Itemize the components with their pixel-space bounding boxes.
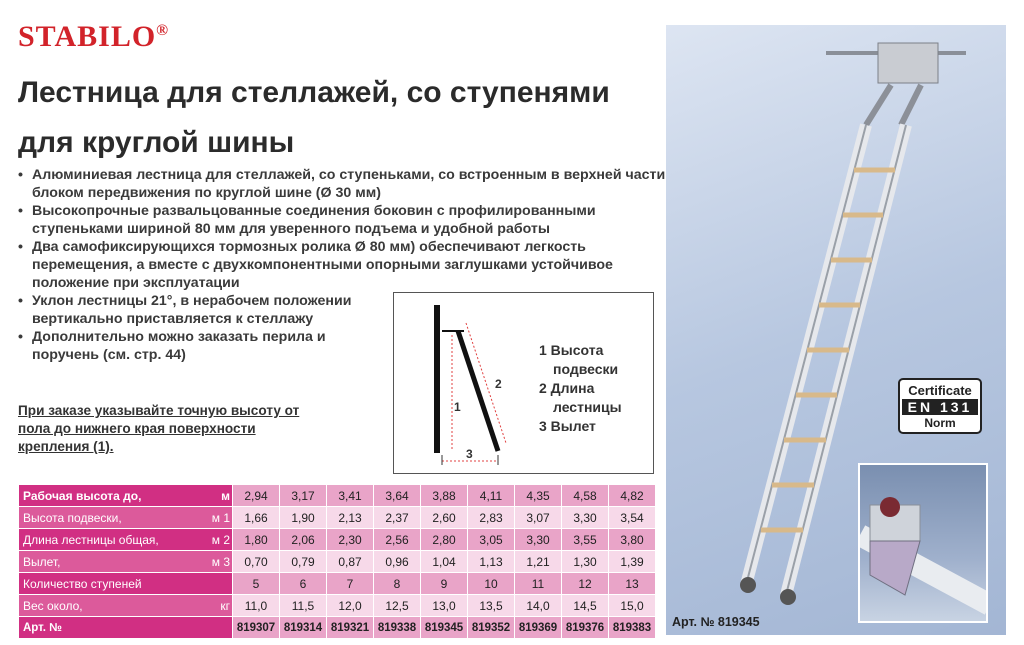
diagram-label-3: 3 (466, 447, 473, 461)
table-cell: 2,94 (233, 485, 280, 507)
table-cell: 819321 (327, 617, 374, 639)
table-cell: 11 (515, 573, 562, 595)
row-unit: м (221, 488, 230, 503)
certificate-standard: EN 131 (902, 399, 978, 415)
title-line-1: Лестница для стеллажей, со ступенями (18, 76, 610, 109)
feature-item: • Алюминиевая лестница для стеллажей, со ступеньками, со встроенным в верхней части блоком передвижения по круглой шине (Ø 30 мм) (18, 166, 668, 202)
table-cell: 819352 (468, 617, 515, 639)
wall-bar (434, 305, 440, 453)
feature-item: • Высокопрочные развальцованные соединения боковин с профилированными ступеньками шириной 80 мм для уверенного подъема и удобной работы (18, 202, 668, 238)
photo-caption: Арт. № 819345 (672, 615, 760, 629)
row-label: Длина лестницы общая, м 2 (19, 529, 233, 551)
table-cell: 819345 (421, 617, 468, 639)
brand-logo: STABILO® (18, 20, 170, 53)
certificate-title: Certificate (908, 383, 972, 398)
table-cell: 3,80 (609, 529, 656, 551)
table-cell: 3,64 (374, 485, 421, 507)
table-cell: 11,0 (233, 595, 280, 617)
table-cell: 15,0 (609, 595, 656, 617)
table-cell: 3,88 (421, 485, 468, 507)
row-label: Арт. № (19, 617, 233, 639)
table-cell: 2,30 (327, 529, 374, 551)
table-cell: 4,35 (515, 485, 562, 507)
table-cell: 2,13 (327, 507, 374, 529)
table-row (19, 617, 656, 639)
row-unit: м 3 (211, 554, 230, 569)
table-cell: 0,79 (280, 551, 327, 573)
table-cell: 819383 (609, 617, 656, 639)
ladder-line (458, 331, 498, 451)
table-cell: 12,5 (374, 595, 421, 617)
table-cell: 0,87 (327, 551, 374, 573)
table-cell: 1,04 (421, 551, 468, 573)
table-cell: 13,0 (421, 595, 468, 617)
table-cell: 1,66 (233, 507, 280, 529)
title-line-2: для круглой шины (18, 126, 295, 159)
table-cell: 11,5 (280, 595, 327, 617)
table-cell: 4,58 (562, 485, 609, 507)
table-cell: 1,21 (515, 551, 562, 573)
row-label: Высота подвески, м 1 (19, 507, 233, 529)
row-unit: м 1 (211, 510, 230, 525)
feature-item: • Уклон лестницы 21°, в нерабочем положении вертикально приставляется к стеллажу (18, 292, 378, 328)
table-cell: 14,5 (562, 595, 609, 617)
feature-item: • Дополнительно можно заказать перила и поручень (см. стр. 44) (18, 328, 378, 364)
table-cell: 2,80 (421, 529, 468, 551)
table-cell: 1,80 (233, 529, 280, 551)
table-cell: 14,0 (515, 595, 562, 617)
table-cell: 819369 (515, 617, 562, 639)
legend-item: 1 Высота подвески (539, 342, 619, 377)
table-cell: 10 (468, 573, 515, 595)
diagram-label-1: 1 (454, 400, 461, 414)
table-cell: 0,96 (374, 551, 421, 573)
page-title (18, 68, 668, 168)
table-cell: 0,70 (233, 551, 280, 573)
row-unit: м 2 (211, 532, 230, 547)
table-cell: 3,17 (280, 485, 327, 507)
table-cell: 819338 (374, 617, 421, 639)
row-unit: кг (220, 598, 230, 613)
table-cell: 3,55 (562, 529, 609, 551)
table-row (19, 507, 656, 529)
feature-item: • Два самофиксирующихся тормозных ролика Ø 80 мм) обеспечивают легкость перемещения, а вместе с двухкомпонентными опорными заглушками устойчивое положение при эксплуатации (18, 238, 668, 292)
table-cell: 2,60 (421, 507, 468, 529)
diagram-label-2: 2 (495, 377, 502, 391)
row-label: Рабочая высота до, м (19, 485, 233, 507)
table-cell: 3,30 (515, 529, 562, 551)
roller-detail-illustration (860, 465, 988, 623)
table-cell: 2,83 (468, 507, 515, 529)
table-cell: 1,13 (468, 551, 515, 573)
table-cell: 2,37 (374, 507, 421, 529)
table-cell: 1,30 (562, 551, 609, 573)
table-cell: 1,39 (609, 551, 656, 573)
certificate-badge (898, 378, 982, 434)
table-cell: 4,82 (609, 485, 656, 507)
table-cell: 1,90 (280, 507, 327, 529)
table-cell: 8 (374, 573, 421, 595)
row-label: Количество ступеней (19, 573, 233, 595)
table-cell: 3,54 (609, 507, 656, 529)
table-cell: 2,06 (280, 529, 327, 551)
spec-table (18, 484, 656, 639)
table-cell: 819307 (233, 617, 280, 639)
detail-photo (858, 463, 988, 623)
table-cell: 4,11 (468, 485, 515, 507)
ladder-diagram (393, 292, 654, 474)
row-label: Вылет, м 3 (19, 551, 233, 573)
table-cell: 3,07 (515, 507, 562, 529)
table-cell: 6 (280, 573, 327, 595)
table-row (19, 551, 656, 573)
table-cell: 819376 (562, 617, 609, 639)
table-cell: 5 (233, 573, 280, 595)
table-cell: 12,0 (327, 595, 374, 617)
table-row (19, 595, 656, 617)
table-cell: 3,05 (468, 529, 515, 551)
table-cell: 3,30 (562, 507, 609, 529)
table-cell: 12 (562, 573, 609, 595)
legend-item: 3 Вылет (539, 418, 596, 434)
table-cell: 3,41 (327, 485, 374, 507)
legend-item: 2 Длина лестницы (539, 380, 622, 415)
table-cell: 13 (609, 573, 656, 595)
table-row (19, 573, 656, 595)
certificate-norm: Norm (924, 416, 956, 430)
table-cell: 13,5 (468, 595, 515, 617)
diagram-legend (539, 341, 622, 436)
table-cell: 819314 (280, 617, 327, 639)
table-row (19, 485, 656, 507)
table-cell: 9 (421, 573, 468, 595)
table-row (19, 529, 656, 551)
table-cell: 7 (327, 573, 374, 595)
row-label: Вес около, кг (19, 595, 233, 617)
table-cell: 2,56 (374, 529, 421, 551)
order-note: При заказе указывайте точную высоту от пола до нижнего края поверхности крепления (1). (18, 403, 300, 454)
